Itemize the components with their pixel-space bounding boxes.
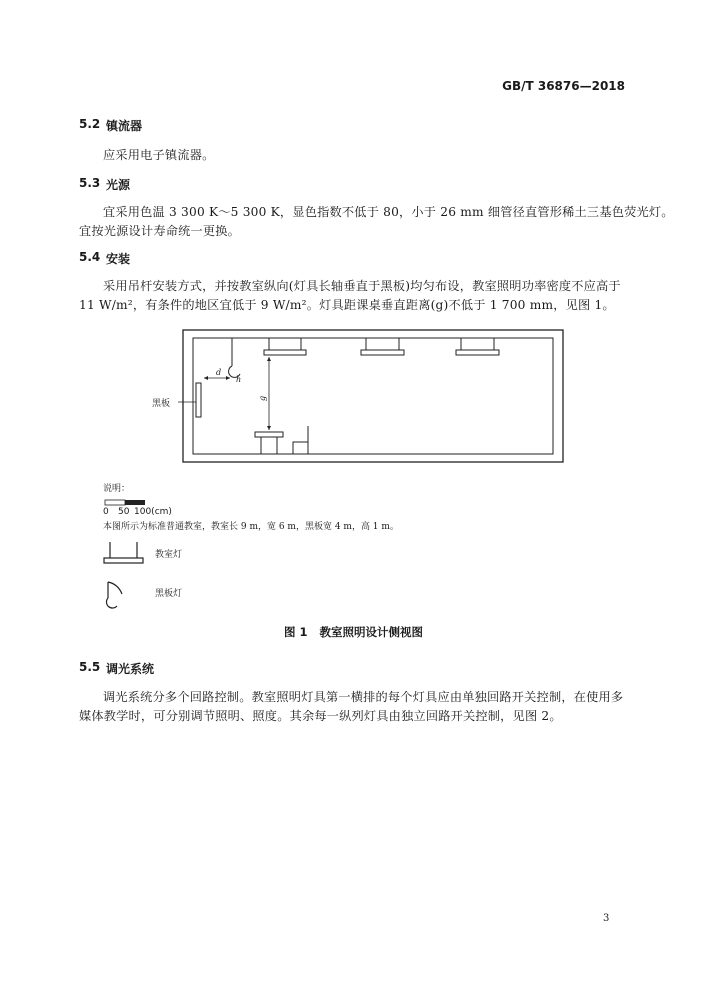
- section-5-4-paragraph-1: 采用吊杆安装方式，并按教室纵向(灯具长轴垂直于黑板)均匀布设，教室照明功率密度不应高于: [103, 279, 621, 293]
- figure-caption: [0, 624, 707, 640]
- h-label: h: [236, 375, 242, 384]
- section-5-5-number: 5.5: [79, 660, 101, 674]
- classroom-lamp: [264, 338, 306, 355]
- figure-caption-number: 图 1: [283, 625, 308, 639]
- section-5-4-title: 安装: [106, 252, 131, 266]
- blackboard: [196, 383, 201, 417]
- d-arrow-left: [204, 376, 208, 380]
- scale-tick-0: 0: [103, 507, 109, 517]
- section-5-3-paragraph-2: 宜按光源设计寿命统一更换。: [79, 224, 241, 238]
- scale-tick-50: 50: [118, 507, 130, 517]
- section-5-3-paragraph-1: 宜采用色温 3 300 K～5 300 K，显色指数不低于 80，小于 26 mm 细管径直管形稀土三基色荧光灯。: [103, 205, 674, 219]
- section-5-2-number: 5.2: [79, 117, 101, 131]
- chair: [293, 426, 308, 454]
- figure-caption-title: 教室照明设计侧视图: [319, 625, 423, 639]
- legend-classroom-lamp-label: 教室灯: [155, 550, 183, 560]
- legend-blackboard-lamp-label: 黑板灯: [155, 589, 183, 599]
- standard-number: GB/T 36876—2018: [502, 79, 625, 93]
- page-number: 3: [603, 913, 610, 924]
- figure-note: 本图所示为标准普通教室，教室长 9 m，宽 6 m，黑板宽 4 m，高 1 m。: [103, 522, 399, 532]
- g-arrow-bottom: [267, 426, 271, 430]
- g-label: g: [258, 395, 267, 401]
- classroom-lamp: [361, 338, 404, 355]
- section-5-4-number: 5.4: [79, 250, 101, 264]
- desk: [255, 432, 283, 454]
- section-5-5-paragraph-2: 媒体教学时，可分别调节照明、照度。其余每一纵列灯具由独立回路开关控制，见图 2。: [79, 709, 562, 723]
- section-5-3-title: 光源: [106, 178, 131, 192]
- section-5-5-title: 调光系统: [106, 662, 155, 676]
- blackboard-label: 黑板: [152, 399, 171, 409]
- classroom-lamp: [456, 338, 499, 355]
- d-label: d: [216, 368, 222, 377]
- g-arrow-top: [267, 357, 271, 361]
- blackboard-lamp: [229, 338, 240, 377]
- d-arrow-right: [226, 376, 230, 380]
- section-5-2-title: 镇流器: [106, 119, 143, 133]
- section-5-3-number: 5.3: [79, 176, 101, 190]
- scale-tick-100: 100(cm): [134, 507, 172, 517]
- section-5-5-paragraph-1: 调光系统分多个回路控制。教室照明灯具第一横排的每个灯具应由单独回路开关控制，在使用多: [103, 690, 624, 704]
- scale-bar: [105, 500, 145, 505]
- legend-blackboard-lamp-symbol: [106, 582, 122, 608]
- section-5-2-paragraph: 应采用电子镇流器。: [103, 148, 215, 162]
- legend-classroom-lamp-symbol: [104, 542, 143, 563]
- legend-title: 说明：: [103, 484, 131, 494]
- section-5-4-paragraph-2: 11 W/m²，有条件的地区宜低于 9 W/m²。灯具距课桌垂直距离(g)不低于 1 700 mm，见图 1。: [79, 298, 615, 312]
